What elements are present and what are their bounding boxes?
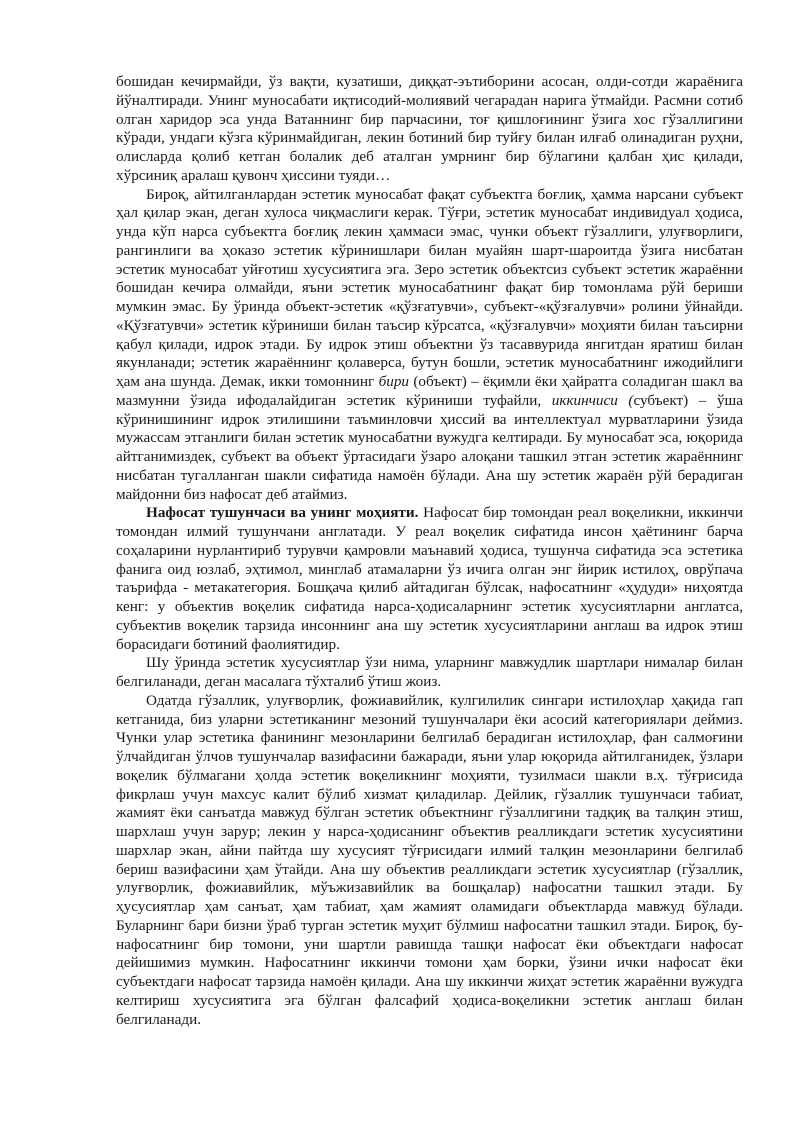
paragraph-4-text: Шу ўринда эстетик хусусиятлар ўзи нима, уларнинг мавжудлик шартлари нималар билан белгиланади, деган масалага тўхталиб ўтиш жоиз. [116, 654, 743, 690]
section-heading: Нафосат тушунчаси ва унинг моҳияти. [146, 504, 419, 522]
paragraph-2 [116, 186, 743, 505]
paragraph-2-italic-first: бири [378, 373, 410, 390]
paragraph-3-text: Нафосат бир томондан реал воқеликни, иккинчи томондан илмий тушунчани англатади. У реал воқелик сифатида инсон ҳаётининг барча соҳаларини нурлантириб турувчи қамровли маънавий ҳодиса, тушунча сифатида эса эстетика фанига оид юзлаб, эҳтимол, минглаб атамаларни ўз ичига олган энг йирик истилоҳ, оврўпача таърифда - метакатегория. Бошқача қилиб айтадиган бўлсак, нафосатнинг «ҳудуди» ниҳоятда кенг: у объектив воқелик сифатида нарса-ҳодисаларнинг эстетик хусусиятларни англатса, субъектив воқелик тарзида инсоннинг ана шу эстетик хусусиятларини англаш ва идрок этиш борасидаги ботиний фаолиятидир. [116, 504, 743, 653]
paragraph-5 [116, 692, 743, 1030]
paragraph-5-text: Одатда гўзаллик, улуғворлик, фожиавийлик, кулгилилик сингари истилоҳлар ҳақида гап кетганида, биз уларни эстетиканинг мезоний тушунчалари ёки асосий категориялари деймиз. Чунки улар эстетика фанининг мезонларини белгилаб берадиган истилоҳлар, фан салмоғини ўлчайдиган ўлчов тушунчалар вазифасини бажаради, яъни улар юқорида айтилганидек, ўзлари воқелик бўлмагани ҳолда эстетик воқеликнинг моҳияти, тузилмаси шакли в.ҳ. тўғрисида фикрлаш учун махсус калит бўлиб хизмат қиладилар. Дейлик, гўзаллик тушунчаси табиат, жамият ёки санъатда мавжуд бўлган эстетик объектнинг гўзаллигини тадқиқ ва талқин этиш, шархлаш учун зарур; лекин у нарса-ҳодисанинг объектив реалликдаги эстетик хусусиятини шархлар экан, айни пайтда шу хусусият тўғрисидаги илмий талқин мезонларини белгилаб бериш вазифасини ҳам ўтайди. Ана шу объектив реалликдаги эстетик хусусиятлар (гўзаллик, улуғворлик, фожиавийлик, мўъжизавийлик ва бошқалар) нафосатни ташкил этади. Бу ҳусусиятлар ҳам санъат, ҳам табиат, ҳам жамият оламидаги объектларда мавжуд бўлади. Буларнинг бари бизни ўраб турган эстетик муҳит бўлмиш нафосатни ташкил этади. Бироқ, бу-нафосатнинг бир томони, уни шартли равишда ташқи нафосат ёки объектдаги нафосат дейишимиз мумкин. Нафосатнинг иккинчи томони ҳам борки, ўзини ички нафосат ёки субъектдаги нафосат тарзида намоён қилади. Ана шу иккинчи жиҳат эстетик жараённи вужудга келтириш хусусиятига эга бўлган фалсафий ҳодиса-воқеликни эстетик англаш билан белгиланади. [116, 691, 743, 1028]
paragraph-1 [116, 73, 743, 186]
paragraph-3 [116, 504, 743, 654]
paragraph-2-text-b: (объект) – ёқимли ёки ҳайратга соладиган шакл ва мазмунни ўзида ифодалайдиган эстетик кўриниши туфайли, [116, 373, 743, 409]
paragraph-4 [116, 654, 743, 692]
paragraph-2-text-a: Бироқ, айтилганлардан эстетик муносабат фақат субъектга боғлиқ, ҳамма нарсани субъект ҳал қилар экан, деган хулоса чиқмаслиги керак. Тўғри, эстетик муносабат индивидуал ҳодиса, унда кўп нарса субъектга боғлиқ лекин ҳаммаси эмас, чунки объект гўзаллиги, улуғворлиги, рангинлиги ва ҳоказо эстетик кўринишлари билан муайян шарт-шароитда ўзига нисбатан эстетик муносабат уйғотиш хусусиятига эга. Зеро эстетик объектсиз субъект эстетик жараённи бошидан кечира олмайди, яъни эстетик муносабатнинг фақат бир томонлама рўй бериши мумкин эмас. Бу ўринда объект-эстетик «қўзғатувчи», субъект-«қўзғалувчи» ролини ўйнайди. «Қўзғатувчи» эстетик кўриниши билан таъсир кўрсатса, «қўзғалувчи» моҳияти билан таъсирни қабул қилади, идрок этади. Бу идрок этиш объектни ўз тасаввурида янгитдан яратиш билан якунланади; эстетик жараённинг қолаверса, бутун бошли, эстетик муносабатнинг ижодийлиги ҳам ана шунда. Демак, икки томоннинг [116, 185, 743, 390]
paragraph-1-text: бошидан кечирмайди, ўз вақти, кузатиши, диққат-эътиборини асосан, олди-сотди жараёнига йўналтиради. Унинг муносабати иқтисодий-молиявий чегарадан нарига ўтмайди. Расмни сотиб олган харидор эса унда Ватаннинг бир парчасини, тоғ қишлоғининг ўзига хос гўзаллигини кўради, ундаги кўзга кўринмайдиган, лекин ботиний бир туйғу билан илғаб олинадиган руҳни, олисларда қолиб кетган болалик деб аталган умрнинг бир бўлагини қалбан ҳис қилади, хўрсиниқ аралаш қувонч ҳиссини туяди… [116, 73, 743, 184]
paragraph-2-italic-second: иккинчиси ( [551, 391, 634, 409]
paragraph-2-text-c: субъект) – ўша кўринишининг идрок этилишини таъминловчи ҳиссий ва интеллектуал мурватларини ўзида мужассам этганлиги билан эстетик муносабатни вужудга келтиради. Бу муносабат эса, юқорида айтганимиздек, субъект ва объект ўртасидаги ўзаро алоқани ташкил этган эстетик жараённинг нисбатан тугалланган шакли сифатида намоён бўлади. Ана шу эстетик жараён рўй берадиган майдонни биз нафосат деб атаймиз. [116, 391, 743, 503]
document-body [116, 73, 743, 1029]
